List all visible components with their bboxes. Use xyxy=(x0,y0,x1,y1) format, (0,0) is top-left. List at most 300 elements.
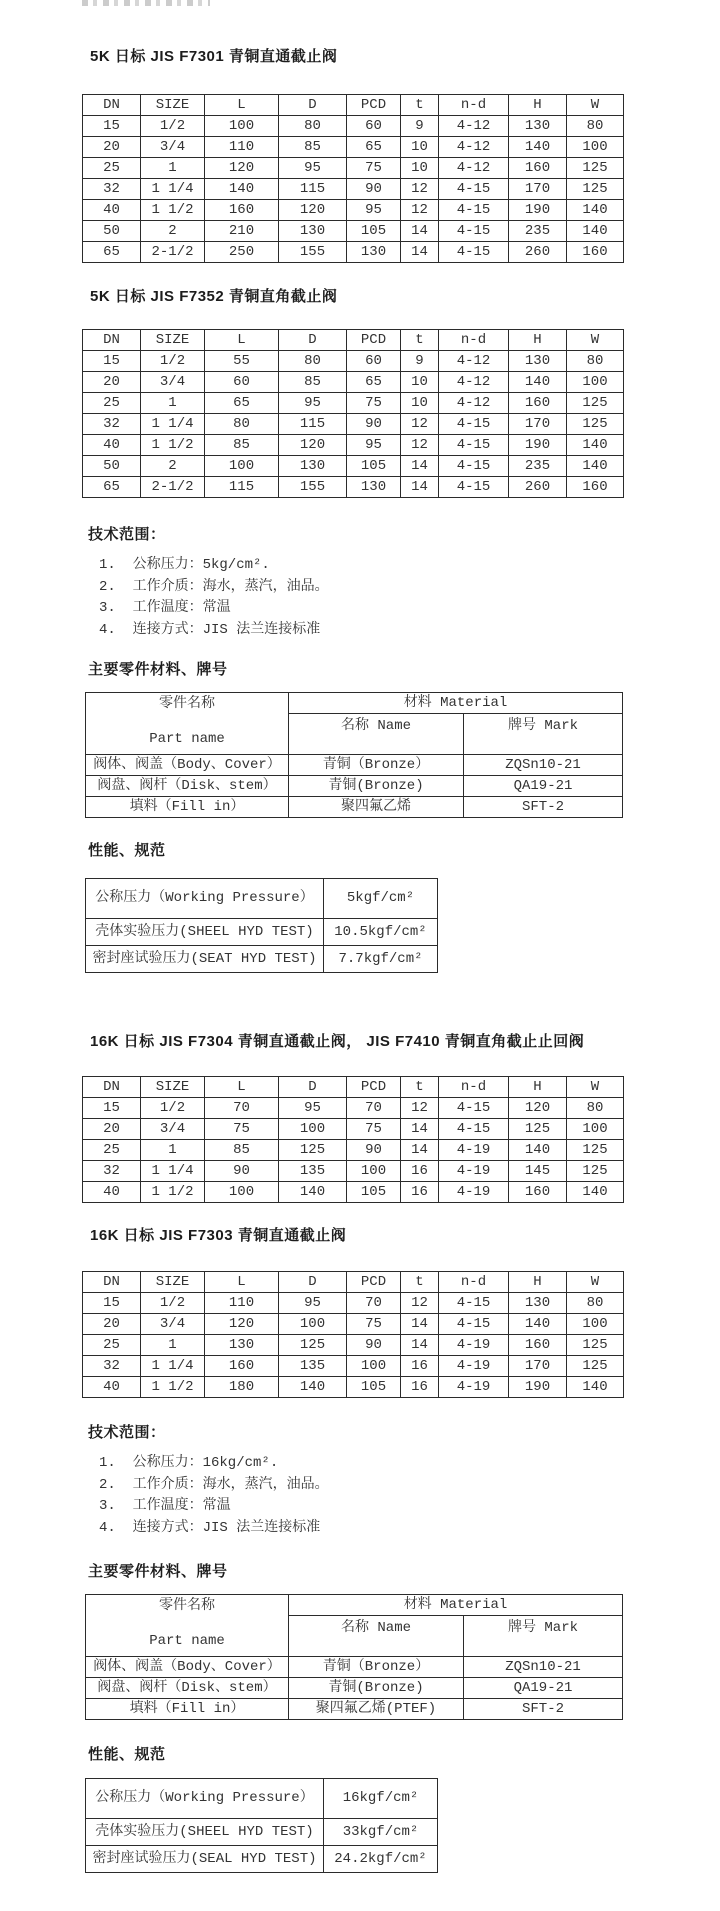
table-cell: 120 xyxy=(205,1314,279,1335)
table-row xyxy=(83,137,624,158)
materials-heading: 主要零件材料、牌号 xyxy=(88,661,228,678)
column-header: t xyxy=(401,1077,439,1098)
table-cell: 55 xyxy=(205,351,279,372)
column-header: n-d xyxy=(439,95,509,116)
table-cell: 25 xyxy=(83,393,141,414)
table-cell: 135 xyxy=(279,1356,347,1377)
table-cell: 25 xyxy=(83,1335,141,1356)
column-header: n-d xyxy=(439,1077,509,1098)
table-cell: 100 xyxy=(567,372,624,393)
table-row xyxy=(83,221,624,242)
table-cell: 32 xyxy=(83,179,141,200)
table-cell: 100 xyxy=(279,1119,347,1140)
table-cell: 壳体实验压力(SHEEL HYD TEST) xyxy=(86,919,324,946)
table-cell: 70 xyxy=(205,1098,279,1119)
table-cell: 140 xyxy=(279,1182,347,1203)
table-cell: 125 xyxy=(567,1335,624,1356)
tech-scope-list xyxy=(99,1453,720,1539)
table-cell: 125 xyxy=(567,179,624,200)
table-cell: 85 xyxy=(205,435,279,456)
tech-scope-item: 2. 工作介质：海水，蒸汽，油品。 xyxy=(99,1476,329,1493)
table-row xyxy=(83,351,624,372)
table-cell: 190 xyxy=(509,200,567,221)
table-cell: 170 xyxy=(509,1356,567,1377)
column-header: D xyxy=(279,95,347,116)
table-cell: 90 xyxy=(347,1335,401,1356)
table-cell: 120 xyxy=(509,1098,567,1119)
table-cell: 16kgf/cm² xyxy=(324,1779,438,1819)
table-cell: 4-12 xyxy=(439,137,509,158)
table-cell: 75 xyxy=(347,1119,401,1140)
table-row xyxy=(83,1182,624,1203)
table-cell: 80 xyxy=(567,351,624,372)
table-cell: 80 xyxy=(205,414,279,435)
part-name-header xyxy=(86,1595,289,1657)
table-cell: 95 xyxy=(279,1293,347,1314)
table-cell: 130 xyxy=(509,1293,567,1314)
table-cell: 130 xyxy=(347,242,401,263)
table-cell: 32 xyxy=(83,1356,141,1377)
table-cell: 125 xyxy=(567,414,624,435)
column-header: DN xyxy=(83,330,141,351)
table-cell: 5kgf/cm² xyxy=(324,879,438,919)
table-row xyxy=(83,179,624,200)
table-row xyxy=(86,946,438,973)
table-cell: 阀体、阀盖（Body、Cover） xyxy=(86,1657,289,1678)
table-row xyxy=(83,1377,624,1398)
table-cell: 1 1/2 xyxy=(141,1377,205,1398)
table-cell: 1 xyxy=(141,1335,205,1356)
table-cell: 12 xyxy=(401,1293,439,1314)
column-header: PCD xyxy=(347,1272,401,1293)
table-cell: 70 xyxy=(347,1098,401,1119)
column-header: n-d xyxy=(439,1272,509,1293)
table-cell: 65 xyxy=(83,242,141,263)
dimension-table-16k-f7303 xyxy=(82,1271,624,1398)
table-cell: 75 xyxy=(347,1314,401,1335)
table-cell: 14 xyxy=(401,1314,439,1335)
table-cell: 4-19 xyxy=(439,1140,509,1161)
table-cell: 3/4 xyxy=(141,372,205,393)
table-cell: 10 xyxy=(401,158,439,179)
table-cell: 160 xyxy=(567,242,624,263)
table-cell: 160 xyxy=(567,477,624,498)
table-cell: 2-1/2 xyxy=(141,242,205,263)
table-cell: 145 xyxy=(509,1161,567,1182)
table-cell: 155 xyxy=(279,242,347,263)
table-row xyxy=(83,1314,624,1335)
table-cell: 10 xyxy=(401,137,439,158)
table-cell: QA19-21 xyxy=(464,1678,623,1699)
dimension-table-5k-f7352 xyxy=(82,329,624,498)
table-cell: 260 xyxy=(509,242,567,263)
table-cell: 14 xyxy=(401,242,439,263)
table-cell: 4-15 xyxy=(439,242,509,263)
material-header: 材料 Material xyxy=(289,1595,623,1616)
tech-scope-item: 4. 连接方式：JIS 法兰连接标准 xyxy=(99,621,321,638)
table-row xyxy=(83,393,624,414)
table-cell: 1 xyxy=(141,393,205,414)
tech-scope-item: 1. 公称压力：5kg/cm². xyxy=(99,557,270,573)
table-cell: 190 xyxy=(509,1377,567,1398)
table-cell: 阀体、阀盖（Body、Cover） xyxy=(86,755,289,776)
column-header: H xyxy=(509,95,567,116)
table-cell: 7.7kgf/cm² xyxy=(324,946,438,973)
column-header: L xyxy=(205,1077,279,1098)
table-cell: 12 xyxy=(401,179,439,200)
column-header: L xyxy=(205,1272,279,1293)
table-cell: 密封座试验压力(SEAL HYD TEST) xyxy=(86,1846,324,1873)
table-cell: 260 xyxy=(509,477,567,498)
table-cell: 40 xyxy=(83,435,141,456)
column-header: SIZE xyxy=(141,1272,205,1293)
table-cell: 95 xyxy=(347,200,401,221)
column-header: SIZE xyxy=(141,1077,205,1098)
table-cell: 80 xyxy=(567,1098,624,1119)
column-header: D xyxy=(279,1077,347,1098)
table-cell: 12 xyxy=(401,414,439,435)
table-cell: ZQSn10-21 xyxy=(464,755,623,776)
table-cell: 170 xyxy=(509,179,567,200)
table-cell: 1 1/2 xyxy=(141,1182,205,1203)
table-cell: 聚四氟乙烯 xyxy=(289,797,464,818)
table-cell: 95 xyxy=(279,1098,347,1119)
table-cell: 140 xyxy=(509,1314,567,1335)
table-cell: 140 xyxy=(567,200,624,221)
table-cell: 80 xyxy=(279,116,347,137)
tech-scope-item: 2. 工作介质：海水，蒸汽，油品。 xyxy=(99,578,329,595)
column-header: D xyxy=(279,1272,347,1293)
column-header: D xyxy=(279,330,347,351)
table-cell: 140 xyxy=(509,137,567,158)
table-cell: 90 xyxy=(205,1161,279,1182)
table-cell: 140 xyxy=(205,179,279,200)
table-cell: 25 xyxy=(83,158,141,179)
column-header: DN xyxy=(83,1077,141,1098)
table-cell: 15 xyxy=(83,351,141,372)
table-cell: 10.5kgf/cm² xyxy=(324,919,438,946)
column-header: t xyxy=(401,95,439,116)
table-cell: 120 xyxy=(205,158,279,179)
table-cell: 4-15 xyxy=(439,179,509,200)
clipped-heading-fragment xyxy=(82,0,210,6)
table-cell: 110 xyxy=(205,1293,279,1314)
table-row xyxy=(83,200,624,221)
tech-scope-heading: 技术范围： xyxy=(88,1424,166,1441)
part-name-cn: 零件名称 xyxy=(159,1598,215,1614)
material-name-header: 名称 Name xyxy=(289,714,464,755)
table-row xyxy=(83,116,624,137)
table-cell: 14 xyxy=(401,1335,439,1356)
table-row xyxy=(86,1779,438,1819)
table-cell: 青铜（Bronze） xyxy=(289,1657,464,1678)
table-cell: 140 xyxy=(279,1377,347,1398)
table-row xyxy=(83,1140,624,1161)
column-header: n-d xyxy=(439,330,509,351)
table-cell: 75 xyxy=(347,158,401,179)
table-cell: 14 xyxy=(401,456,439,477)
table-cell: 青铜（Bronze） xyxy=(289,755,464,776)
table-cell: 填料（Fill in） xyxy=(86,1699,289,1720)
table-cell: 4-19 xyxy=(439,1335,509,1356)
table-row xyxy=(86,1819,438,1846)
column-header: W xyxy=(567,1077,624,1098)
table-cell: 125 xyxy=(567,158,624,179)
table-cell: 20 xyxy=(83,1314,141,1335)
material-name-header: 名称 Name xyxy=(289,1616,464,1657)
table-cell: 125 xyxy=(567,1356,624,1377)
table-cell: 4-15 xyxy=(439,414,509,435)
table-cell: 20 xyxy=(83,1119,141,1140)
table-cell: 4-15 xyxy=(439,221,509,242)
table-cell: 65 xyxy=(347,372,401,393)
table-cell: 65 xyxy=(347,137,401,158)
table-cell: 140 xyxy=(567,1377,624,1398)
column-header: W xyxy=(567,1272,624,1293)
table-cell: 1 1/4 xyxy=(141,1161,205,1182)
table-cell: 32 xyxy=(83,1161,141,1182)
section-title-16k-f7304: 16K 日标 JIS F7304 青铜直通截止阀， JIS F7410 青铜直角截止止回阀 xyxy=(90,1033,585,1050)
column-header: L xyxy=(205,95,279,116)
table-cell: SFT-2 xyxy=(464,1699,623,1720)
table-cell: 100 xyxy=(347,1161,401,1182)
table-cell: 20 xyxy=(83,137,141,158)
table-cell: 9 xyxy=(401,116,439,137)
table-cell: 3/4 xyxy=(141,1119,205,1140)
performance-table xyxy=(85,878,438,973)
table-cell: 95 xyxy=(347,435,401,456)
table-cell: 130 xyxy=(205,1335,279,1356)
table-cell: 105 xyxy=(347,456,401,477)
table-cell: 160 xyxy=(509,1335,567,1356)
material-mark-header: 牌号 Mark xyxy=(464,714,623,755)
section-title-5k-f7301: 5K 日标 JIS F7301 青铜直通截止阀 xyxy=(90,48,338,65)
table-cell: 1 1/4 xyxy=(141,179,205,200)
table-cell: 65 xyxy=(205,393,279,414)
table-cell: 115 xyxy=(205,477,279,498)
table-cell: 100 xyxy=(567,1314,624,1335)
table-cell: 100 xyxy=(279,1314,347,1335)
table-cell: 填料（Fill in） xyxy=(86,797,289,818)
table-cell: 1/2 xyxy=(141,1293,205,1314)
tech-scope-item: 4. 连接方式：JIS 法兰连接标准 xyxy=(99,1519,321,1536)
table-cell: 32 xyxy=(83,414,141,435)
table-cell: 100 xyxy=(347,1356,401,1377)
table-cell: 115 xyxy=(279,179,347,200)
column-header: L xyxy=(205,330,279,351)
table-cell: 4-15 xyxy=(439,1314,509,1335)
table-cell: ZQSn10-21 xyxy=(464,1657,623,1678)
part-name-en: Part name xyxy=(149,731,225,747)
table-cell: 140 xyxy=(509,372,567,393)
table-cell: 15 xyxy=(83,1098,141,1119)
table-cell: 1 1/2 xyxy=(141,200,205,221)
tech-scope-list xyxy=(99,555,720,641)
performance-table xyxy=(85,1778,438,1873)
table-cell: 95 xyxy=(279,158,347,179)
table-cell: 235 xyxy=(509,221,567,242)
table-cell: 1 1/4 xyxy=(141,1356,205,1377)
table-cell: 125 xyxy=(567,1161,624,1182)
table-cell: 140 xyxy=(509,1140,567,1161)
table-cell: 40 xyxy=(83,200,141,221)
table-cell: 105 xyxy=(347,221,401,242)
part-name-cn: 零件名称 xyxy=(159,696,215,712)
table-row xyxy=(83,242,624,263)
column-header: PCD xyxy=(347,1077,401,1098)
column-header: PCD xyxy=(347,330,401,351)
table-cell: 190 xyxy=(509,435,567,456)
table-cell: 140 xyxy=(567,435,624,456)
table-cell: 2-1/2 xyxy=(141,477,205,498)
table-cell: 9 xyxy=(401,351,439,372)
table-cell: 50 xyxy=(83,221,141,242)
table-cell: 1/2 xyxy=(141,1098,205,1119)
table-cell: 阀盘、阀杆（Disk、stem） xyxy=(86,1678,289,1699)
table-cell: 90 xyxy=(347,414,401,435)
table-cell: 14 xyxy=(401,1140,439,1161)
table-cell: 160 xyxy=(205,200,279,221)
table-cell: 40 xyxy=(83,1182,141,1203)
table-cell: 140 xyxy=(567,1182,624,1203)
column-header: W xyxy=(567,95,624,116)
table-cell: 95 xyxy=(279,393,347,414)
table-cell: 4-15 xyxy=(439,1293,509,1314)
materials-heading: 主要零件材料、牌号 xyxy=(88,1563,228,1580)
header-row xyxy=(83,95,624,116)
table-cell: 70 xyxy=(347,1293,401,1314)
column-header: SIZE xyxy=(141,330,205,351)
table-cell: 1 xyxy=(141,158,205,179)
materials-table xyxy=(85,1594,623,1720)
column-header: H xyxy=(509,330,567,351)
table-cell: 16 xyxy=(401,1356,439,1377)
table-row xyxy=(83,1293,624,1314)
table-cell: 40 xyxy=(83,1377,141,1398)
table-cell: 90 xyxy=(347,179,401,200)
table-cell: 4-15 xyxy=(439,200,509,221)
table-cell: 青铜(Bronze) xyxy=(289,776,464,797)
table-cell: 4-15 xyxy=(439,456,509,477)
table-cell: 4-12 xyxy=(439,116,509,137)
column-header: DN xyxy=(83,95,141,116)
table-cell: 15 xyxy=(83,116,141,137)
table-cell: 4-15 xyxy=(439,477,509,498)
table-cell: 1/2 xyxy=(141,116,205,137)
column-header: DN xyxy=(83,1272,141,1293)
table-cell: 160 xyxy=(509,158,567,179)
table-row xyxy=(83,1119,624,1140)
table-cell: 75 xyxy=(347,393,401,414)
column-header: H xyxy=(509,1077,567,1098)
table-cell: 公称压力（Working Pressure） xyxy=(86,1779,324,1819)
table-cell: 210 xyxy=(205,221,279,242)
performance-heading: 性能、规范 xyxy=(88,842,166,859)
table-cell: 16 xyxy=(401,1182,439,1203)
table-cell: 2 xyxy=(141,456,205,477)
table-cell: 250 xyxy=(205,242,279,263)
table-row xyxy=(86,797,623,818)
header-row xyxy=(83,1272,624,1293)
performance-heading: 性能、规范 xyxy=(88,1746,166,1763)
table-cell: 4-19 xyxy=(439,1161,509,1182)
table-cell: 16 xyxy=(401,1377,439,1398)
table-cell: 125 xyxy=(567,393,624,414)
column-header: t xyxy=(401,1272,439,1293)
column-header: PCD xyxy=(347,95,401,116)
table-row xyxy=(86,879,438,919)
table-cell: 2 xyxy=(141,221,205,242)
table-cell: 105 xyxy=(347,1377,401,1398)
table-cell: 100 xyxy=(567,1119,624,1140)
table-cell: 170 xyxy=(509,414,567,435)
table-row xyxy=(86,919,438,946)
table-cell: 聚四氟乙烯(PTEF) xyxy=(289,1699,464,1720)
dimension-table-16k-f7304 xyxy=(82,1076,624,1203)
table-cell: 3/4 xyxy=(141,137,205,158)
table-cell: 100 xyxy=(567,137,624,158)
tech-scope-item: 3. 工作温度：常温 xyxy=(99,1498,231,1514)
table-row xyxy=(86,776,623,797)
column-header: t xyxy=(401,330,439,351)
table-row xyxy=(86,1678,623,1699)
table-cell: 1 1/2 xyxy=(141,435,205,456)
table-row xyxy=(83,372,624,393)
table-cell: 120 xyxy=(279,200,347,221)
table-cell: 青铜(Bronze) xyxy=(289,1678,464,1699)
table-cell: 25 xyxy=(83,1140,141,1161)
table-row xyxy=(86,1657,623,1678)
table-cell: 85 xyxy=(205,1140,279,1161)
table-row xyxy=(83,477,624,498)
table-cell: 120 xyxy=(279,435,347,456)
table-cell: 1 xyxy=(141,1140,205,1161)
table-row xyxy=(83,1098,624,1119)
table-row xyxy=(83,1161,624,1182)
table-cell: 4-19 xyxy=(439,1182,509,1203)
table-cell: 110 xyxy=(205,137,279,158)
table-cell: 4-15 xyxy=(439,1098,509,1119)
table-cell: 140 xyxy=(567,456,624,477)
table-cell: 公称压力（Working Pressure） xyxy=(86,879,324,919)
table-cell: 壳体实验压力(SHEEL HYD TEST) xyxy=(86,1819,324,1846)
table-cell: 12 xyxy=(401,200,439,221)
table-cell: 155 xyxy=(279,477,347,498)
table-cell: 4-15 xyxy=(439,435,509,456)
table-row xyxy=(83,158,624,179)
table-row xyxy=(86,1846,438,1873)
table-row xyxy=(86,1699,623,1720)
section-title-5k-f7352: 5K 日标 JIS F7352 青铜直角截止阀 xyxy=(90,288,338,305)
tech-scope-heading: 技术范围： xyxy=(88,526,166,543)
table-cell: 50 xyxy=(83,456,141,477)
table-row xyxy=(83,1356,624,1377)
table-cell: 4-12 xyxy=(439,393,509,414)
part-name-en: Part name xyxy=(149,1633,225,1649)
table-row xyxy=(83,456,624,477)
column-header: SIZE xyxy=(141,95,205,116)
table-cell: 16 xyxy=(401,1161,439,1182)
table-cell: 阀盘、阀杆（Disk、stem） xyxy=(86,776,289,797)
column-header: H xyxy=(509,1272,567,1293)
table-cell: 85 xyxy=(279,372,347,393)
table-cell: 125 xyxy=(279,1335,347,1356)
tech-scope-item: 1. 公称压力：16kg/cm². xyxy=(99,1455,279,1471)
table-cell: 4-19 xyxy=(439,1356,509,1377)
table-cell: 130 xyxy=(347,477,401,498)
table-cell: 60 xyxy=(205,372,279,393)
table-cell: 160 xyxy=(509,393,567,414)
